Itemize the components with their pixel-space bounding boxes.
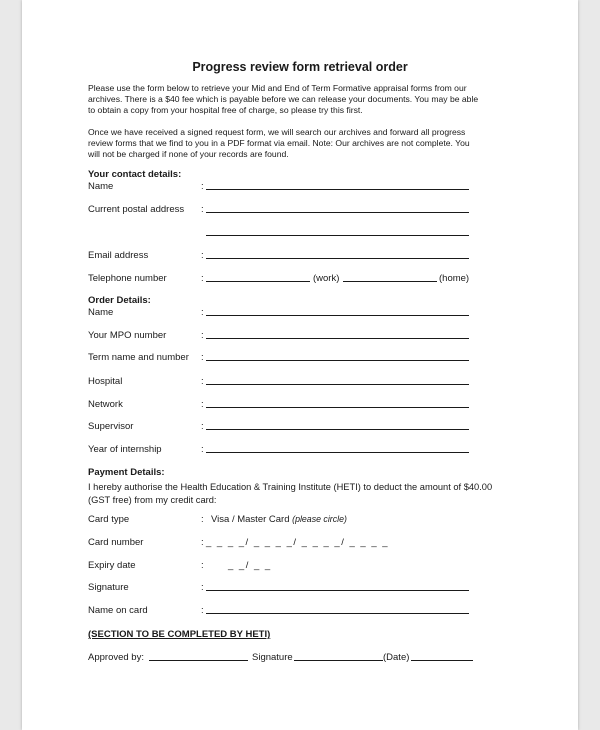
term-label: Term name and number xyxy=(88,352,189,363)
approval-date-label: (Date) xyxy=(383,652,410,663)
colon: : xyxy=(201,399,204,410)
postal-address-label: Current postal address xyxy=(88,204,185,215)
email-field[interactable] xyxy=(206,258,469,259)
home-label: (home) xyxy=(439,273,470,284)
colon: : xyxy=(201,273,204,284)
hospital-label: Hospital xyxy=(88,376,123,387)
contact-details-heading: Your contact details: xyxy=(88,169,182,180)
signature-label: Signature xyxy=(88,582,129,593)
intro-paragraph-2: Once we have received a signed request form, we will search our archives and forward all progress review forms that we find to you in a PDF format via email. Note: Our archives are not complete. You will not be charged if none of your records are found. xyxy=(88,127,470,160)
card-type-options[interactable] xyxy=(211,514,347,525)
order-details-heading: Order Details: xyxy=(88,295,151,306)
colon: : xyxy=(201,376,204,387)
order-name-field[interactable] xyxy=(206,315,469,316)
heti-section-heading: (SECTION TO BE COMPLETED BY HETI) xyxy=(88,629,271,640)
colon: : xyxy=(201,582,204,593)
telephone-home-field[interactable] xyxy=(343,281,437,282)
approval-date-field[interactable] xyxy=(411,660,473,661)
network-label: Network xyxy=(88,399,123,410)
authorise-text: I hereby authorise the Health Education & Training Institute (HETI) to deduct the amount of $40.00 (GST free) from my credit card: xyxy=(88,482,493,505)
card-type-value: Visa / Master Card xyxy=(211,514,290,525)
supervisor-label: Supervisor xyxy=(88,421,134,432)
form-title: Progress review form retrieval order xyxy=(192,60,408,74)
supervisor-field[interactable] xyxy=(206,429,469,430)
payment-details-heading: Payment Details: xyxy=(88,467,165,478)
contact-name-label: Name xyxy=(88,181,114,192)
order-name-label: Name xyxy=(88,307,114,318)
colon: : xyxy=(201,514,204,525)
approval-signature-field[interactable] xyxy=(294,660,383,661)
colon: : xyxy=(201,605,204,616)
term-field[interactable] xyxy=(206,360,469,361)
mpo-label: Your MPO number xyxy=(88,330,167,341)
colon: : xyxy=(201,560,204,571)
work-label: (work) xyxy=(313,273,340,284)
colon: : xyxy=(201,537,204,548)
email-label: Email address xyxy=(88,250,149,261)
expiry-field[interactable]: _ _/ _ _ xyxy=(228,560,272,571)
card-number-field[interactable]: _ _ _ _/ _ _ _ _/ _ _ _ _/ _ _ _ _ xyxy=(206,537,390,548)
contact-name-field[interactable] xyxy=(206,189,469,190)
card-type-note: (please circle) xyxy=(292,514,347,524)
colon: : xyxy=(201,307,204,318)
year-field[interactable] xyxy=(206,452,469,453)
card-number-label: Card number xyxy=(88,537,144,548)
expiry-label: Expiry date xyxy=(88,560,136,571)
name-on-card-field[interactable] xyxy=(206,613,469,614)
approval-signature-label: Signature xyxy=(252,652,293,663)
name-on-card-label: Name on card xyxy=(88,605,148,616)
colon: : xyxy=(201,204,204,215)
hospital-field[interactable] xyxy=(206,384,469,385)
year-label: Year of internship xyxy=(88,444,162,455)
postal-address-field-1[interactable] xyxy=(206,212,469,213)
colon: : xyxy=(201,330,204,341)
colon: : xyxy=(201,181,204,192)
postal-address-field-2[interactable] xyxy=(206,235,469,236)
colon: : xyxy=(201,250,204,261)
approved-by-label: Approved by: xyxy=(88,652,144,663)
signature-field[interactable] xyxy=(206,590,469,591)
intro-paragraph-1: Please use the form below to retrieve your Mid and End of Term Formative appraisal forms from our archives. There is a $40 fee which is payable before we can release your documents. You may be able to obtain a copy from your hospital free of charge, so please try this first. xyxy=(88,83,479,116)
colon: : xyxy=(201,444,204,455)
approved-by-field[interactable] xyxy=(149,660,248,661)
network-field[interactable] xyxy=(206,407,469,408)
card-type-label: Card type xyxy=(88,514,130,525)
telephone-work-field[interactable] xyxy=(206,281,310,282)
colon: : xyxy=(201,352,204,363)
colon: : xyxy=(201,421,204,432)
telephone-label: Telephone number xyxy=(88,273,167,284)
mpo-field[interactable] xyxy=(206,338,469,339)
